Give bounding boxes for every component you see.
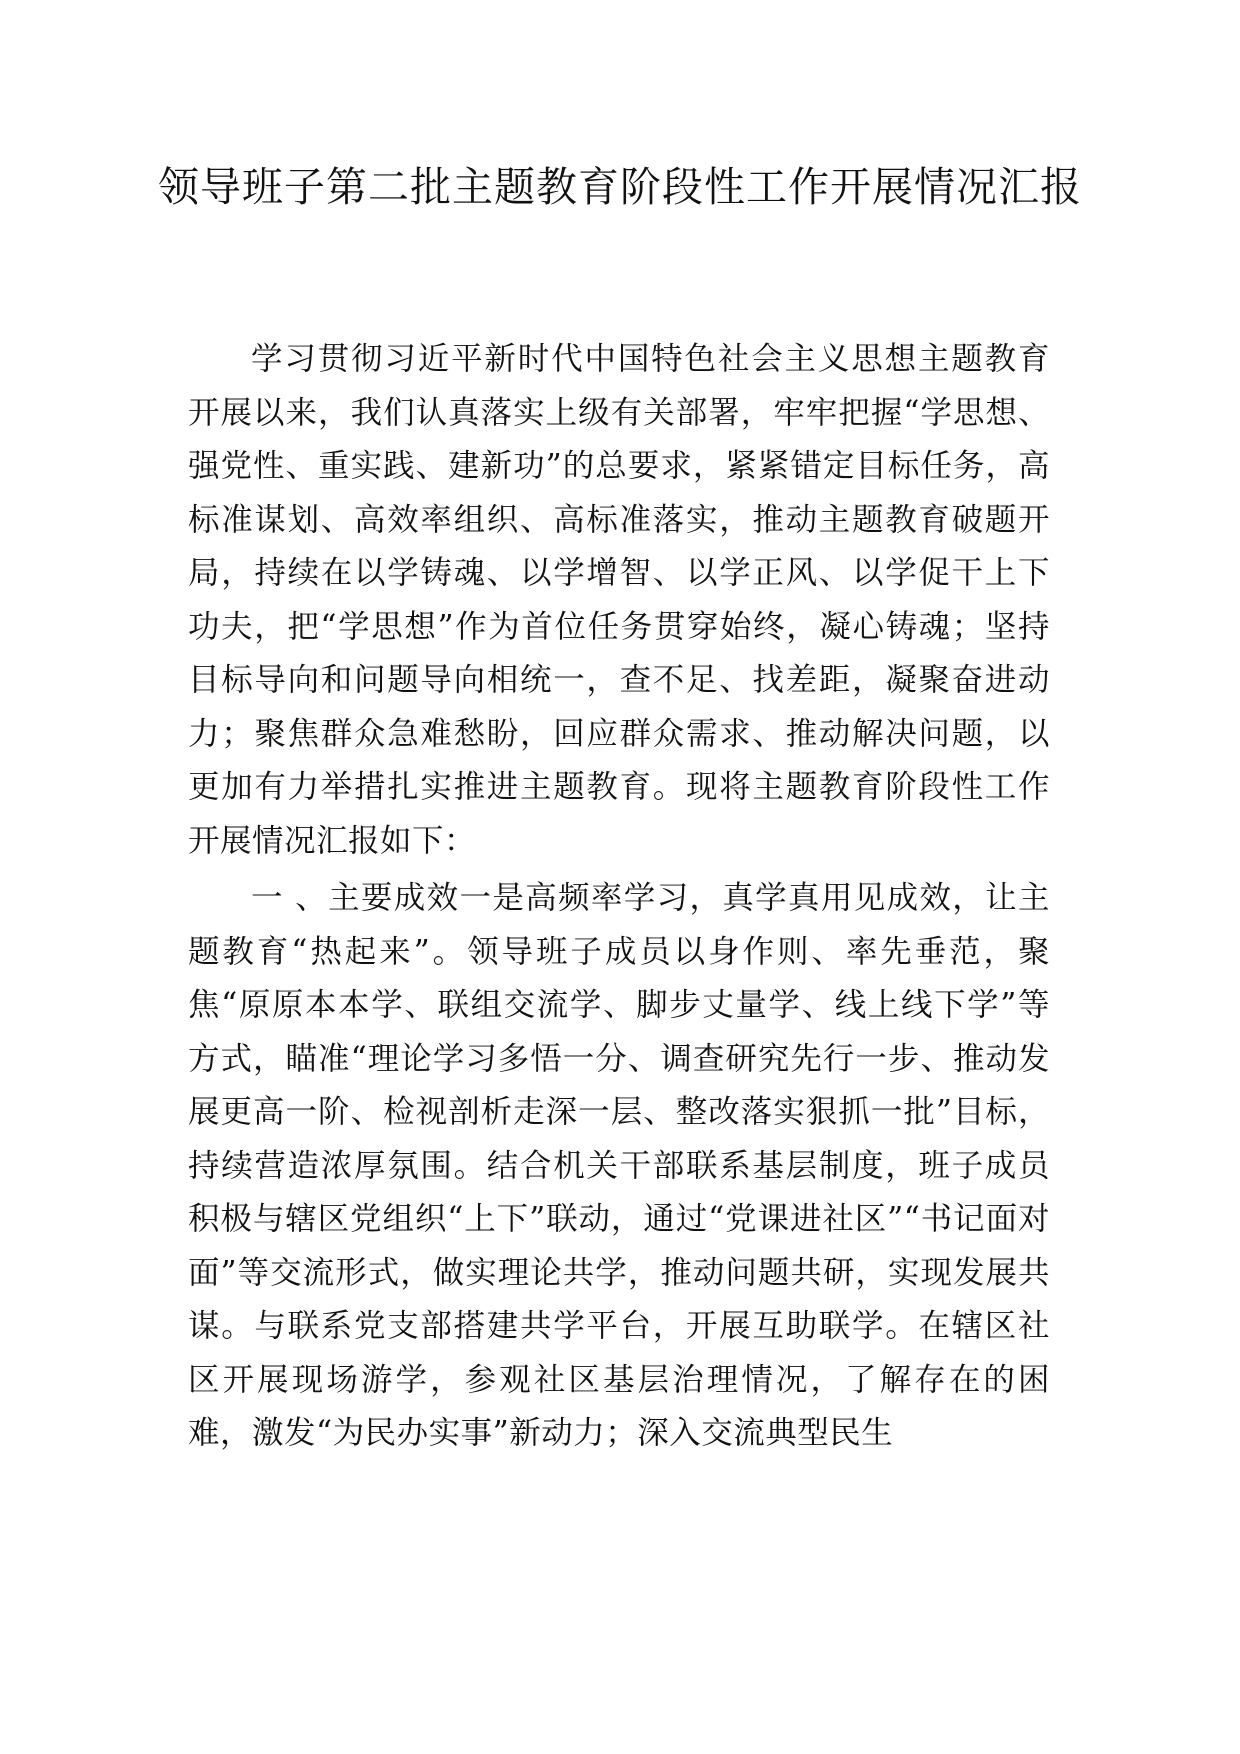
intro-paragraph: 学习贯彻习近平新时代中国特色社会主义思想主题教育开展以来，我们认真落实上级有关部署，牢牢把握“学思想、强党性、重实践、建新功”的总要求，紧紧错定目标任务，高标准谋划、高效率组织、高标准落实，推动主题教育破题开局，持续在以学铸魂、以学增智、以学正风、以学促干上下功夫，把“学思想”作为首位任务贯穿始终，凝心铸魂；坚持目标导向和问题导向相统一，查不足、找差距，凝聚奋进动力；聚焦群众急难愁盼，回应群众需求、推动解决问题，以更加有力举措扎实推进主题教育。现将主题教育阶段性工作开展情况汇报如下：: [188, 341, 1050, 859]
document-title: 领导班子第二批主题教育阶段性工作开展情况汇报: [158, 163, 1082, 211]
document-body: [188, 333, 1050, 1461]
main-results-paragraph: 一 、主要成效一是高频率学习，真学真用见成效，让主题教育“热起来”。领导班子成员以身作则、率先垂范，聚焦“原原本本学、联组交流学、脚步丈量学、线上线下学”等方式，瞄准“理论学习多悟一分、调查研究先行一步、推动发展更高一阶、检视剖析走深一层、整改落实狠抓一批”目标，持续营造浓厚氛围。结合机关干部联系基层制度，班子成员积极与辖区党组织“上下”联动，通过“党课进社区”“书记面对面”等交流形式，做实理论共学，推动问题共研，实现发展共谋。与联系党支部搭建共学平台，开展互助联学。在辖区社区开展现场游学，参观社区基层治理情况，了解存在的困难，激发“为民办实事”新动力；深入交流典型民生: [188, 880, 1050, 1451]
